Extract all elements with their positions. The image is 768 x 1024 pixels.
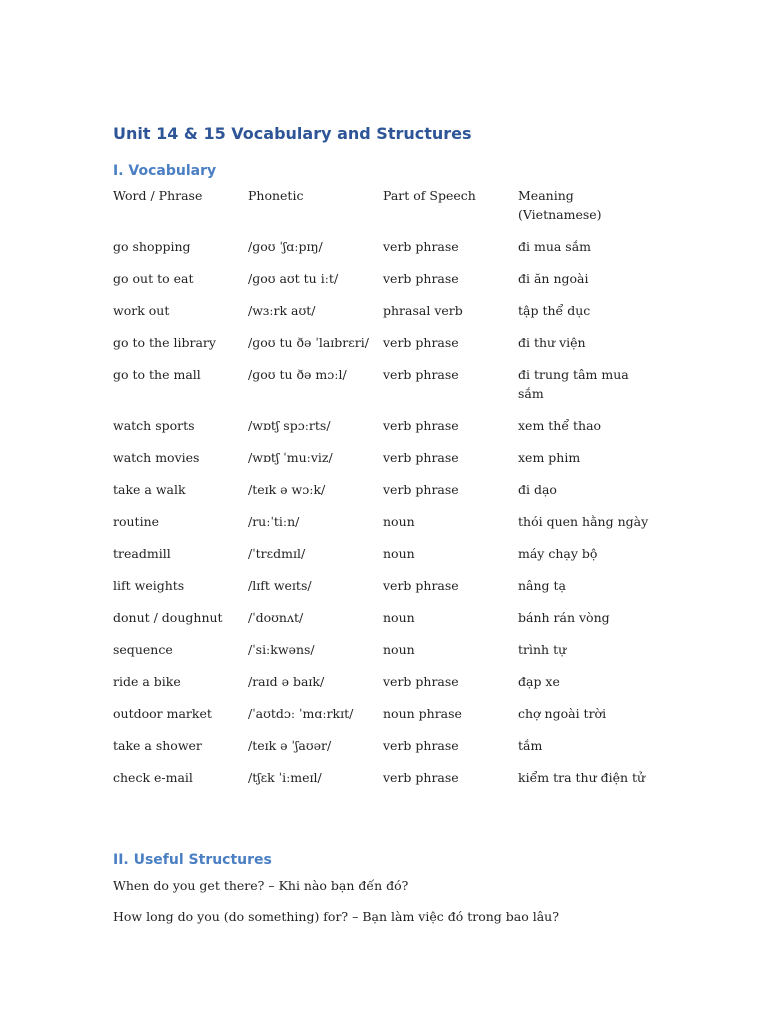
structures-list	[113, 876, 559, 938]
table-row	[113, 544, 654, 576]
column-header-part-of-speech: Part of Speech	[383, 188, 476, 203]
table-row	[113, 608, 654, 640]
document-title: Unit 14 & 15 Vocabulary and Structures	[113, 124, 472, 143]
word-cell: take a shower	[113, 738, 202, 753]
word-cell: go to the library	[113, 335, 216, 350]
phonetic-cell: /ruːˈtiːn/	[248, 514, 300, 529]
column-header-meaning: Meaning (Vietnamese)	[518, 188, 602, 222]
meaning-cell: bánh rán vòng	[518, 610, 610, 625]
meaning-cell: đi trung tâm mua sắm	[518, 367, 629, 401]
table-row	[113, 301, 654, 333]
meaning-cell: nâng tạ	[518, 578, 567, 593]
part-of-speech-cell: verb phrase	[383, 239, 459, 254]
part-of-speech-cell: verb phrase	[383, 450, 459, 465]
part-of-speech-cell: noun	[383, 514, 415, 529]
part-of-speech-cell: noun	[383, 610, 415, 625]
part-of-speech-cell: noun	[383, 546, 415, 561]
table-row	[113, 480, 654, 512]
word-cell: routine	[113, 514, 160, 529]
table-row	[113, 416, 654, 448]
meaning-cell: máy chạy bộ	[518, 546, 598, 561]
part-of-speech-cell: verb phrase	[383, 335, 459, 350]
part-of-speech-cell: verb phrase	[383, 770, 459, 785]
table-row	[113, 768, 654, 800]
word-cell: go shopping	[113, 239, 191, 254]
table-row	[113, 672, 654, 704]
structures-heading: II. Useful Structures	[113, 852, 272, 868]
table-row	[113, 704, 654, 736]
meaning-cell: chợ ngoài trời	[518, 706, 607, 721]
phonetic-cell: /ˈsiːkwəns/	[248, 642, 315, 657]
phonetic-cell: /tʃɛk ˈiːmeɪl/	[248, 770, 322, 785]
table-row	[113, 448, 654, 480]
part-of-speech-cell: verb phrase	[383, 271, 459, 286]
meaning-cell: đi mua sắm	[518, 239, 592, 254]
word-cell: go to the mall	[113, 367, 201, 382]
vocabulary-table	[113, 186, 654, 800]
part-of-speech-cell: verb phrase	[383, 418, 459, 433]
word-cell: go out to eat	[113, 271, 194, 286]
table-row	[113, 640, 654, 672]
phonetic-cell: /ˈaʊtdɔː ˈmɑːrkɪt/	[248, 706, 354, 721]
meaning-cell: xem thể thao	[518, 418, 602, 433]
phonetic-cell: /ɡoʊ tu ðə ˈlaɪbrɛri/	[248, 335, 369, 350]
phonetic-cell: /wɒtʃ spɔːrts/	[248, 418, 331, 433]
word-cell: check e-mail	[113, 770, 193, 785]
word-cell: watch movies	[113, 450, 200, 465]
part-of-speech-cell: noun	[383, 642, 415, 657]
structure-item: How long do you (do something) for? – Bạn làm việc đó trong bao lâu?	[113, 909, 559, 924]
meaning-cell: đi ăn ngoài	[518, 271, 589, 286]
phonetic-cell: /raɪd ə baɪk/	[248, 674, 325, 689]
word-cell: sequence	[113, 642, 173, 657]
meaning-cell: tắm	[518, 738, 543, 753]
table-row	[113, 365, 654, 416]
phonetic-cell: /ˈdoʊnʌt/	[248, 610, 304, 625]
part-of-speech-cell: verb phrase	[383, 367, 459, 382]
column-header-word: Word / Phrase	[113, 188, 203, 203]
phonetic-cell: /teɪk ə wɔːk/	[248, 482, 326, 497]
table-row	[113, 333, 654, 365]
meaning-cell: tập thể dục	[518, 303, 591, 318]
meaning-cell: đi thư viện	[518, 335, 586, 350]
column-header-phonetic: Phonetic	[248, 188, 304, 203]
phonetic-cell: /ɡoʊ tu ðə mɔːl/	[248, 367, 347, 382]
phonetic-cell: /ɡoʊ ˈʃɑːpɪŋ/	[248, 239, 323, 254]
meaning-cell: trình tự	[518, 642, 567, 657]
word-cell: donut / doughnut	[113, 610, 223, 625]
table-header-row	[113, 186, 654, 237]
table-row	[113, 576, 654, 608]
word-cell: treadmill	[113, 546, 171, 561]
word-cell: watch sports	[113, 418, 195, 433]
phonetic-cell: /lɪft weɪts/	[248, 578, 312, 593]
phonetic-cell: /wɒtʃ ˈmuːviz/	[248, 450, 333, 465]
phonetic-cell: /ɡoʊ aʊt tu iːt/	[248, 271, 339, 286]
meaning-cell: đạp xe	[518, 674, 560, 689]
word-cell: work out	[113, 303, 170, 318]
part-of-speech-cell: verb phrase	[383, 738, 459, 753]
word-cell: ride a bike	[113, 674, 181, 689]
vocabulary-heading: I. Vocabulary	[113, 163, 217, 179]
part-of-speech-cell: phrasal verb	[383, 303, 463, 318]
structure-item: When do you get there? – Khi nào bạn đến đó?	[113, 878, 409, 893]
phonetic-cell: /wɜːrk aʊt/	[248, 303, 316, 318]
part-of-speech-cell: verb phrase	[383, 482, 459, 497]
part-of-speech-cell: noun phrase	[383, 706, 462, 721]
table-row	[113, 269, 654, 301]
meaning-cell: xem phim	[518, 450, 581, 465]
part-of-speech-cell: verb phrase	[383, 674, 459, 689]
meaning-cell: kiểm tra thư điện tử	[518, 770, 646, 785]
table-row	[113, 736, 654, 768]
word-cell: outdoor market	[113, 706, 212, 721]
phonetic-cell: /teɪk ə ˈʃaʊər/	[248, 738, 332, 753]
table-row	[113, 237, 654, 269]
meaning-cell: thói quen hằng ngày	[518, 514, 649, 529]
phonetic-cell: /ˈtrɛdmɪl/	[248, 546, 306, 561]
part-of-speech-cell: verb phrase	[383, 578, 459, 593]
word-cell: take a walk	[113, 482, 186, 497]
meaning-cell: đi dạo	[518, 482, 557, 497]
table-row	[113, 512, 654, 544]
word-cell: lift weights	[113, 578, 185, 593]
